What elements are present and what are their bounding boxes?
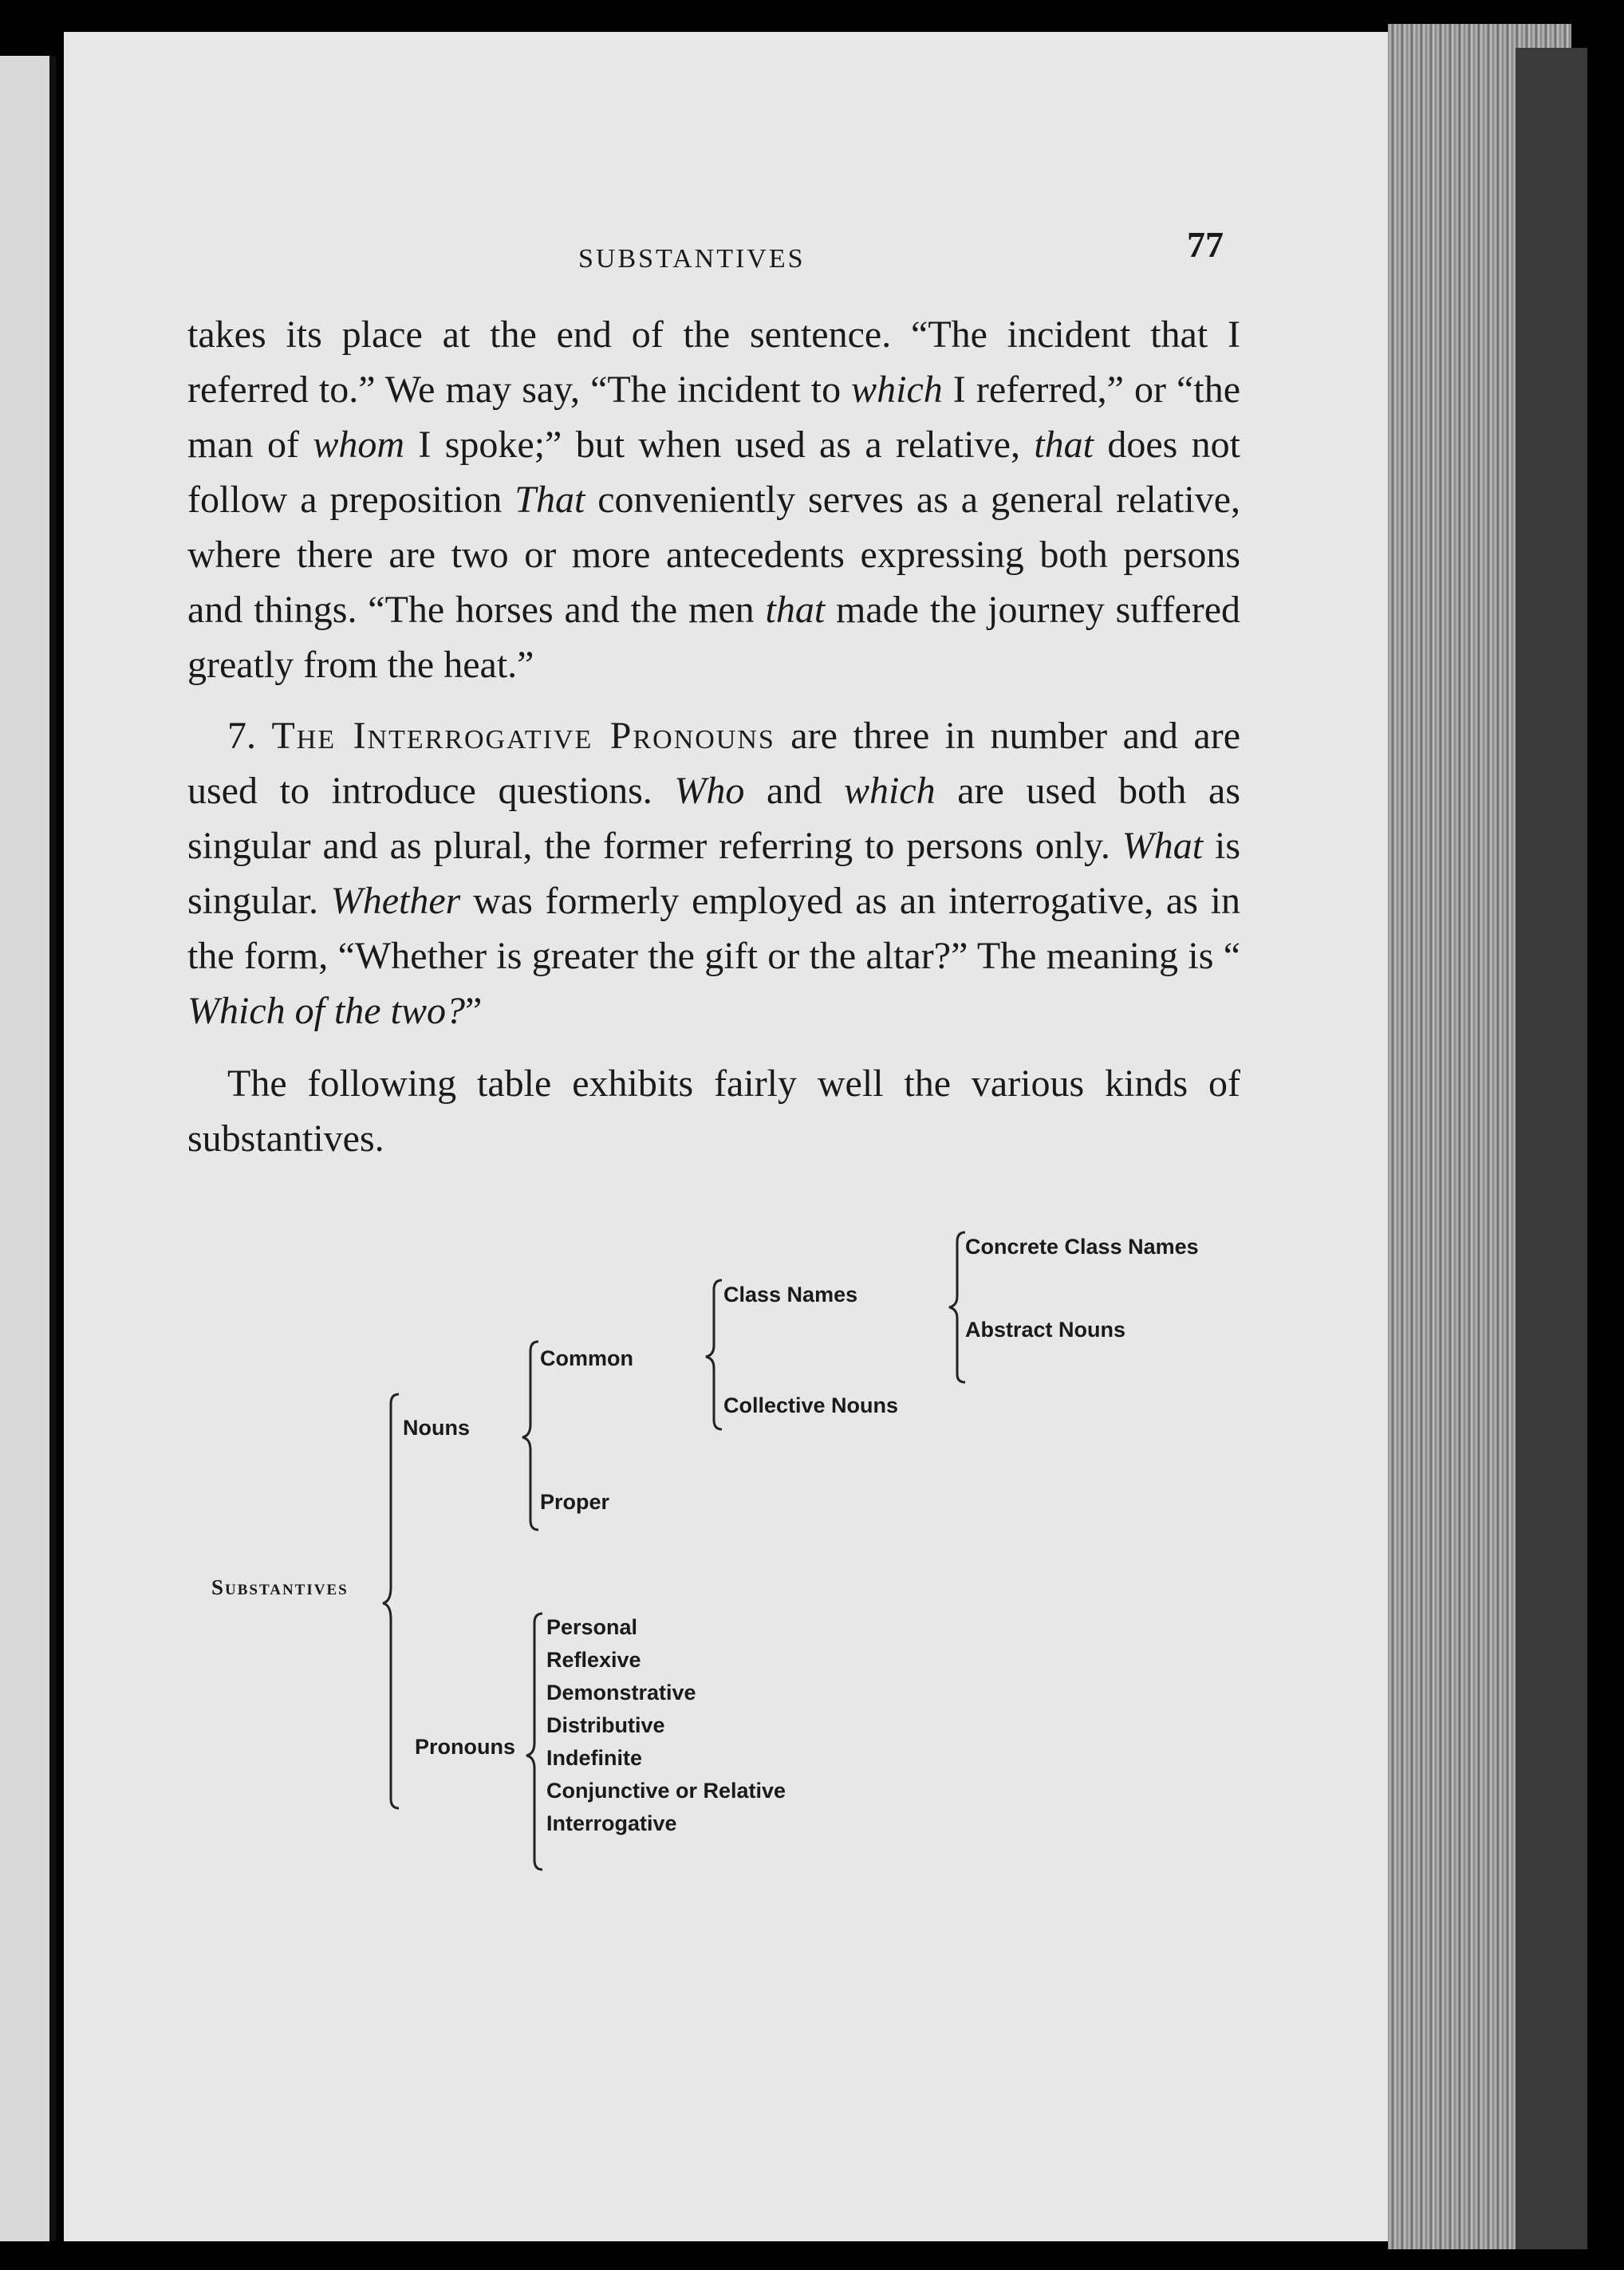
text-run: I referred,” or “the man of: [187, 368, 1240, 466]
italic-run: Which of the two?: [187, 990, 465, 1032]
italic-run: Whether: [330, 880, 461, 922]
text-run: are three in number and are used to introduce questions.: [187, 715, 1240, 812]
table-pronoun-conjunctive: Conjunctive or Relative: [546, 1779, 786, 1803]
section-heading: The Interrogative Pronouns: [271, 715, 775, 757]
adjacent-page-edge: [0, 56, 56, 2241]
table-pronoun-personal: Personal: [546, 1615, 638, 1639]
root-brace: [383, 1394, 399, 1808]
italic-run: that: [1034, 424, 1094, 466]
text-run: takes its place at the end of the sentence. “The incident that I referred to.” We may say, “The incident to: [187, 313, 1240, 411]
text-run: made the journey suffered greatly from the heat.”: [187, 589, 1240, 686]
table-common: Common: [540, 1346, 633, 1370]
text-run: ”: [464, 990, 483, 1032]
table-collective-nouns: Collective Nouns: [723, 1393, 899, 1417]
text-run: I spoke;” but when used as a relative,: [404, 424, 1035, 466]
running-head: SUBSTANTIVES: [578, 244, 806, 274]
table-class-names: Class Names: [723, 1283, 858, 1306]
table-proper: Proper: [540, 1490, 610, 1514]
table-abstract-nouns: Abstract Nouns: [965, 1318, 1126, 1342]
paragraph-table-intro: The following table exhibits fairly well the various kinds of substantives.: [187, 1062, 1240, 1160]
page-number: 77: [1187, 224, 1224, 265]
italic-run: That: [514, 479, 585, 521]
table-pronoun-demonstrative: Demonstrative: [546, 1681, 696, 1704]
book-cover-edge: [1516, 48, 1587, 2249]
text-run: and: [744, 770, 844, 812]
class-names-brace: [949, 1232, 965, 1382]
table-root-substantives: Substantives: [211, 1575, 349, 1599]
substantives-table: [64, 32, 1388, 2241]
italic-run: that: [765, 589, 826, 631]
table-concrete-class-names: Concrete Class Names: [965, 1235, 1199, 1259]
text-run: was formerly employed as an interrogative, as in the form, “Whether is greater the gift or the altar?” The meaning is “: [187, 880, 1240, 977]
nouns-brace: [522, 1342, 538, 1530]
table-pronoun-reflexive: Reflexive: [546, 1648, 641, 1672]
table-pronoun-interrogative: Interrogative: [546, 1811, 677, 1835]
text-run: conveniently serves as a general relative, where there are two or more antecedents expressing both persons and things. “The horses and the men: [187, 479, 1240, 631]
italic-run: which: [851, 368, 943, 411]
italic-run: whom: [313, 424, 405, 466]
text-run: is singular.: [187, 825, 1240, 922]
italic-run: Who: [674, 770, 745, 812]
table-pronoun-indefinite: Indefinite: [546, 1746, 642, 1770]
book-page: [64, 32, 1388, 2241]
table-nouns: Nouns: [403, 1416, 470, 1440]
text-run: does not follow a preposition: [187, 424, 1241, 521]
bracket-lines: [64, 32, 1388, 2241]
pronouns-brace: [526, 1614, 542, 1870]
common-brace: [706, 1280, 722, 1429]
table-pronouns: Pronouns: [415, 1735, 515, 1759]
table-pronoun-distributive: Distributive: [546, 1713, 665, 1737]
text-run: are used both as singular and as plural, the former referring to persons only.: [187, 770, 1241, 867]
italic-run: What: [1121, 825, 1204, 867]
section-number: 7.: [227, 715, 272, 757]
italic-run: which: [843, 770, 936, 812]
